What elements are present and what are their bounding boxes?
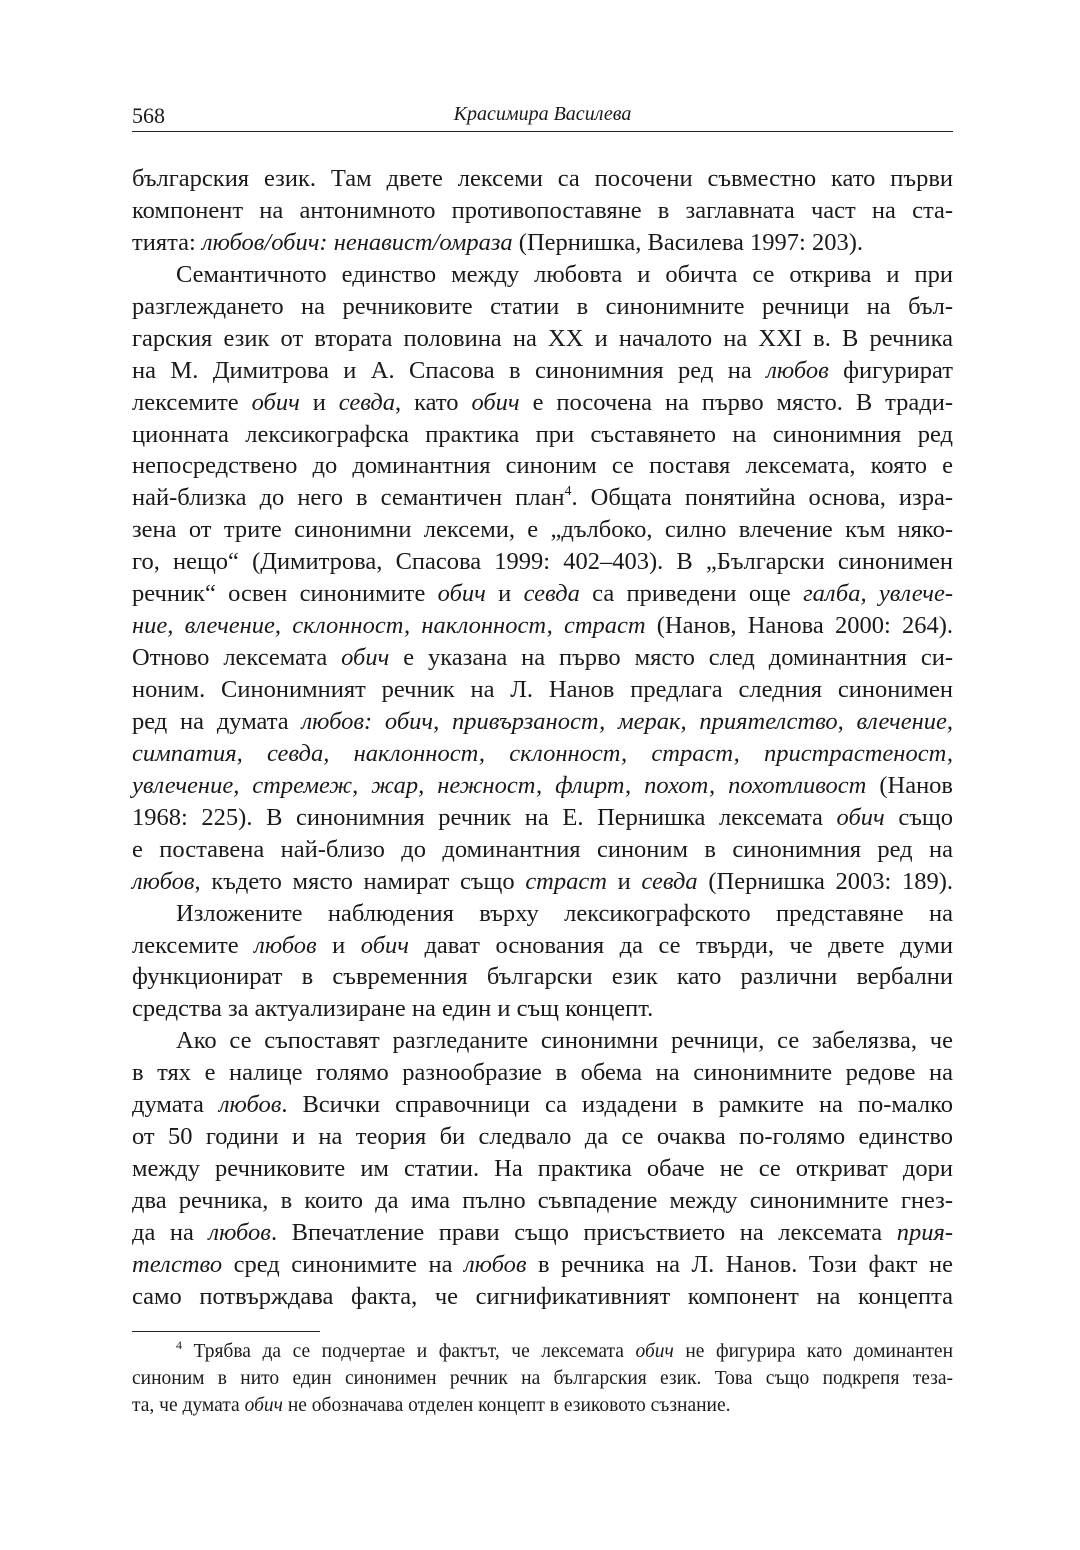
text-line: телство сред синонимите на любов в речника на Л. Нанов. Този факт не xyxy=(132,1250,953,1278)
text-line: българския език. Там двете лексеми са посочени съвместно като първи xyxy=(132,165,953,192)
text-line: Семантичното единство между любовта и обичта се открива и при xyxy=(176,260,953,288)
italic-term: обич xyxy=(437,580,486,608)
footnote xyxy=(132,1338,953,1419)
footnote-line: та, че думата обич не обозначава отделен концепт в езиковото съзнание. xyxy=(132,1395,731,1416)
page-number: 568 xyxy=(132,103,165,128)
running-head: Красимира Василева xyxy=(453,103,632,125)
text-line xyxy=(132,738,953,770)
text-line: ние, влечение, склонност, наклонност, страст (Нанов, Нанова 2000: 264). xyxy=(132,612,953,640)
text-line: тията: любов/обич: ненавист/омраза (Пернишка, Василева 1997: 203). xyxy=(132,228,864,256)
text-line: ноним. Синонимният речник на Л. Нанов предлага следния синонимен xyxy=(132,676,953,703)
paragraph-1 xyxy=(132,163,953,259)
paragraph-4 xyxy=(132,1025,953,1312)
italic-term: прия- xyxy=(896,1218,953,1246)
italic-term: любов xyxy=(132,867,195,895)
text-line: гарския език от втората половина на XX и началото на XXI в. В речника xyxy=(132,324,953,352)
italic-term: галба, увлече- xyxy=(803,580,953,608)
text-line: компонент на антонимното противопоставяне в заглавната част на ста- xyxy=(132,196,953,224)
text-line: ред на думата любов: обич, привързаност, мерак, приятелство, влечение, xyxy=(132,707,953,735)
text-line: лексемите обич и севда, като обич е посочена на първо място. В тради- xyxy=(132,388,954,416)
page-header xyxy=(132,101,953,132)
text-line: функционират в съвременния български език като различни вербални xyxy=(132,963,953,991)
text-line: непосредствено до доминантния синоним се поставя лексемата, която е xyxy=(132,452,953,480)
text-line: ционната лексикографска практика при съставянето на синонимния ред xyxy=(132,420,953,448)
text-line: го, нещо“ (Димитрова, Спасова 1999: 402–403). В „Български синонимен xyxy=(132,548,953,576)
italic-term: обич xyxy=(471,388,520,416)
text-line: Ако се съпоставят разгледаните синонимни речници, се забелязва, че xyxy=(176,1027,953,1055)
paragraph-2 xyxy=(132,259,953,898)
text-line: на М. Димитрова и А. Спасова в синонимния ред на любов фигурират xyxy=(132,356,953,384)
paragraph-3 xyxy=(132,898,953,1026)
text-line: Отново лексемата обич е указана на първо място след доминантния си- xyxy=(132,644,953,672)
text-line: между речниковите им статии. На практика обаче не се откриват дори xyxy=(132,1155,953,1183)
text-line: само потвърждава факта, че сигнификативният компонент на концепта xyxy=(132,1282,953,1310)
text-line: най-близка до него в семантичен план$^4$. Общата понятийна основа, изра- xyxy=(132,484,953,512)
italic-term: обич xyxy=(836,803,885,831)
text-line: два речника, в които да има пълно съвпадение между синонимните гнез- xyxy=(132,1187,953,1214)
italic-term: обич xyxy=(341,644,390,672)
italic-term: любов/обич: ненавист/омраза xyxy=(201,228,513,256)
italic-term: севда xyxy=(641,867,698,895)
italic-term: любов xyxy=(463,1250,527,1278)
text-line: Изложените наблюдения върху лексикографското представяне на xyxy=(176,899,953,927)
italic-term: обич xyxy=(251,388,300,416)
italic-term: любов xyxy=(218,1091,282,1119)
italic-term: севда xyxy=(338,388,396,416)
italic-term: обич xyxy=(244,1395,283,1416)
text-line: думата любов. Всички справочници са издадени в рамките на по-малко xyxy=(132,1091,953,1119)
footnote-divider xyxy=(132,1331,320,1332)
text-line: лексемите любов и обич дават основания да се твърди, че двете думи xyxy=(132,931,953,959)
italic-term: любов xyxy=(254,931,317,959)
italic-term: любов: обич, привързаност, мерак, приятелство, влечение, xyxy=(301,707,953,735)
text-line: е поставена най-близо до доминантния синоним в синонимния ред на xyxy=(132,835,953,863)
text-line: речник“ освен синонимите обич и севда са приведени още галба, увлече- xyxy=(132,580,953,608)
text-line: средства за актуализиране на един и същ концепт. xyxy=(132,995,654,1023)
italic-term: симпатия, севда, наклонност, склонност, страст, пристрастеност, xyxy=(132,739,953,767)
italic-term: увлечение, стремеж, жар, нежност, флирт, похот, похотливост xyxy=(132,771,867,799)
footnote-line: $^4$ Трябва да се подчертае и фактът, че лексемата обич не фигурира като доминантен xyxy=(176,1338,954,1362)
text-line: 1968: 225). В синонимния речник на Е. Пернишка лексемата обич също xyxy=(132,803,953,831)
italic-term: любов xyxy=(766,356,829,384)
italic-term: обич xyxy=(360,931,409,959)
footnote-ref: 4 xyxy=(564,484,572,500)
text-line: разглеждането на речниковите статии в синонимните речници на бъл- xyxy=(132,292,953,320)
italic-term: севда xyxy=(523,580,580,608)
text-line: да на любов. Впечатление прави също присъствието на лексемата прия- xyxy=(132,1218,953,1246)
text-line: от 50 години и на теория би следвало да се очаква по-голямо единство xyxy=(132,1123,953,1151)
italic-term: телство xyxy=(132,1250,223,1278)
text-line: увлечение, стремеж, жар, нежност, флирт, похот, похотливост (Нанов xyxy=(132,771,954,799)
text-line: в тях е налице голямо разнообразие в обема на синонимните редове на xyxy=(132,1059,953,1087)
italic-term: ние, влечение, склонност, наклонност, страст xyxy=(132,612,646,640)
footnote-line: синоним в нито един синонимен речник на българския език. Това също подкрепя теза- xyxy=(132,1368,953,1389)
italic-term: обич xyxy=(635,1341,674,1362)
text-line: любов, където място намират също страст и севда (Пернишка 2003: 189). xyxy=(132,867,953,895)
body-text xyxy=(132,163,953,1313)
footnote-marker: 4 xyxy=(176,1338,182,1352)
italic-term: любов xyxy=(208,1218,271,1246)
italic-term: страст xyxy=(525,867,607,895)
text-line: зена от трите синонимни лексеми, е „дълбоко, силно влечение към няко- xyxy=(132,516,953,544)
